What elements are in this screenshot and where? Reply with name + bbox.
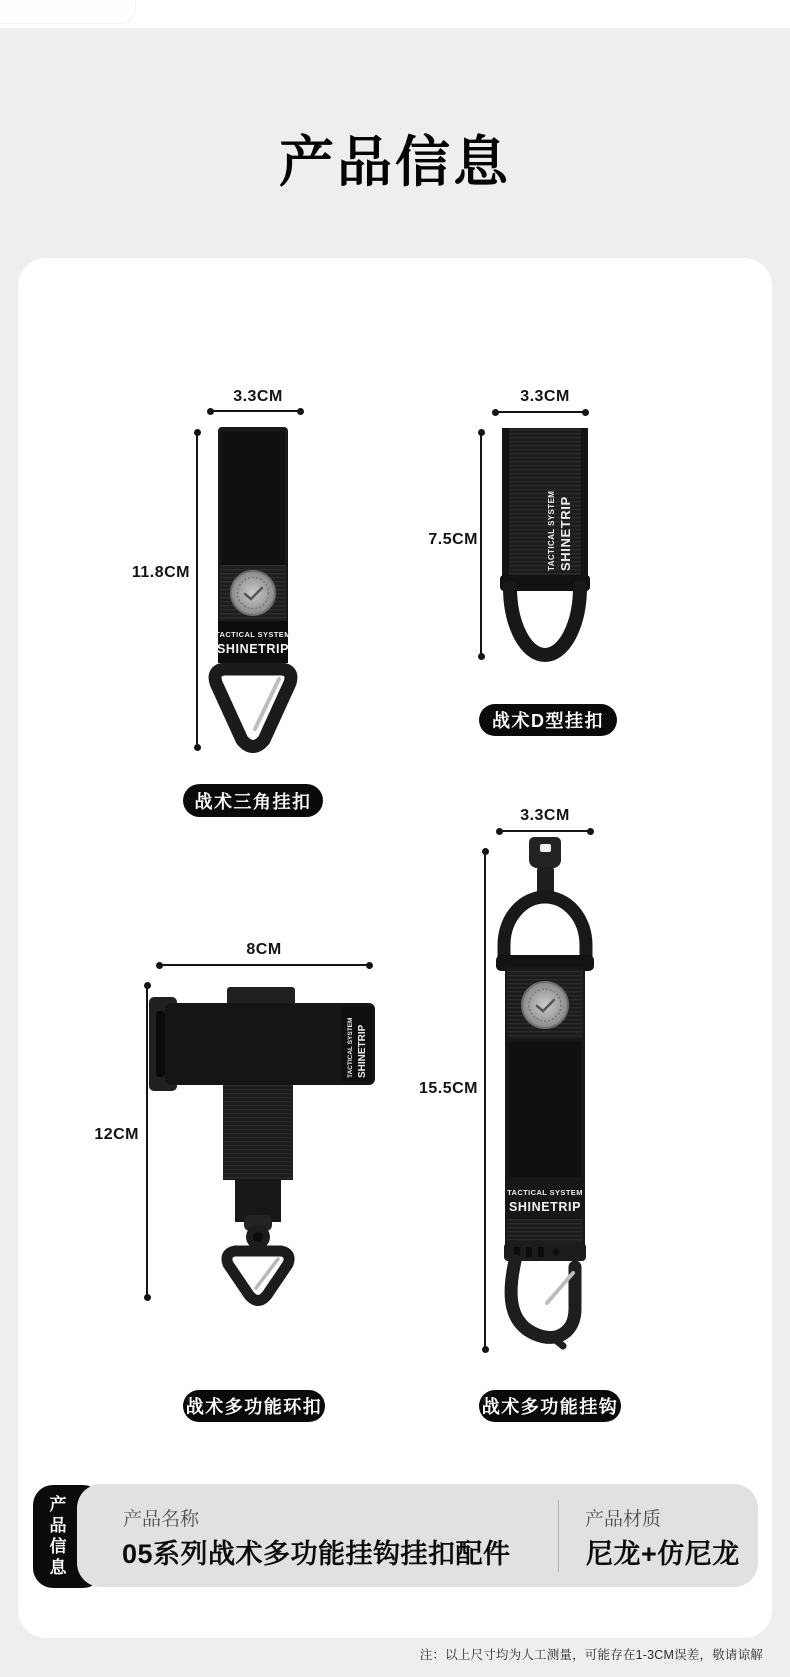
- p2-brand-line1: TACTICAL SYSTEM: [547, 490, 556, 571]
- p3-snap-hook-icon: [227, 1251, 289, 1301]
- info-box: [77, 1484, 758, 1587]
- measurement-note: 注：以上尺寸均为人工测量，可能存在1-3CM误差，敬请谅解: [419, 1648, 763, 1662]
- d-ring-buckle-image: [490, 425, 600, 665]
- p4-width-line: [497, 830, 593, 832]
- p4-height-line: [484, 849, 486, 1352]
- p2-strap: [502, 428, 588, 578]
- p3-width-line: [157, 964, 372, 966]
- p4-d-arch-icon: [504, 897, 586, 963]
- p2-height-label: 7.5CM: [428, 531, 478, 548]
- p4-height-label: 15.5CM: [418, 1080, 478, 1097]
- page-title: 产品信息: [278, 131, 511, 193]
- p2-d-ring-icon: [510, 587, 580, 655]
- p3-vertical-strap: [223, 1085, 293, 1180]
- p3-brand-line2: SHINETRIP: [357, 1024, 368, 1078]
- top-white-strip: [0, 0, 790, 28]
- p4-velcro: [509, 1042, 581, 1177]
- p4-top-clip: [529, 837, 561, 868]
- p3-brand-line1: TACTICAL SYSTEM: [347, 1017, 354, 1078]
- p3-width-label: 8CM: [246, 941, 282, 958]
- p1-brand-line1: TACTICAL SYSTEM: [215, 630, 291, 639]
- p4-brand-line2: SHINETRIP: [508, 1200, 582, 1214]
- info-divider: [558, 1500, 559, 1572]
- multifunction-hook-image: [490, 835, 600, 1355]
- info-section-tab: 产品信息: [33, 1485, 103, 1588]
- p2-width-label: 3.3CM: [520, 388, 570, 405]
- p4-name-pill: 战术多功能挂钩: [479, 1390, 621, 1422]
- p2-width-line: [493, 411, 588, 413]
- product-name-label: 产品名称: [123, 1509, 200, 1530]
- p3-name-pill: 战术多功能环扣: [183, 1390, 325, 1422]
- p4-width-label: 3.3CM: [520, 807, 570, 824]
- p2-brand-text: [547, 491, 573, 571]
- p1-height-label: 11.8CM: [131, 564, 190, 581]
- p2-brand-line2: SHINETRIP: [558, 496, 573, 571]
- p1-name-pill: 战术三角挂扣: [183, 784, 323, 817]
- p2-name-pill: 战术D型挂扣: [479, 704, 617, 736]
- p2-height-line: [480, 430, 482, 659]
- product-card: [18, 258, 772, 1638]
- p3-height-label: 12CM: [94, 1126, 139, 1143]
- p4-brand-line1: TACTICAL SYSTEM: [507, 1188, 583, 1197]
- p1-width-label: 3.3CM: [233, 388, 283, 405]
- p1-velcro: [221, 431, 285, 565]
- product-material-label: 产品材质: [585, 1509, 662, 1530]
- p1-width-line: [208, 410, 303, 412]
- product-name-value: 05系列战术多功能挂钩挂扣配件: [122, 1539, 511, 1569]
- product-material-value: 尼龙+仿尼龙: [586, 1539, 740, 1569]
- previous-card-edge: [0, 0, 136, 24]
- p4-carabiner-icon: [511, 1261, 575, 1337]
- multifunction-ring-image: [145, 985, 385, 1315]
- p3-brand-text: [347, 1018, 368, 1078]
- triangle-buckle-image: [193, 425, 313, 755]
- p1-brand-line2: SHINETRIP: [216, 642, 290, 656]
